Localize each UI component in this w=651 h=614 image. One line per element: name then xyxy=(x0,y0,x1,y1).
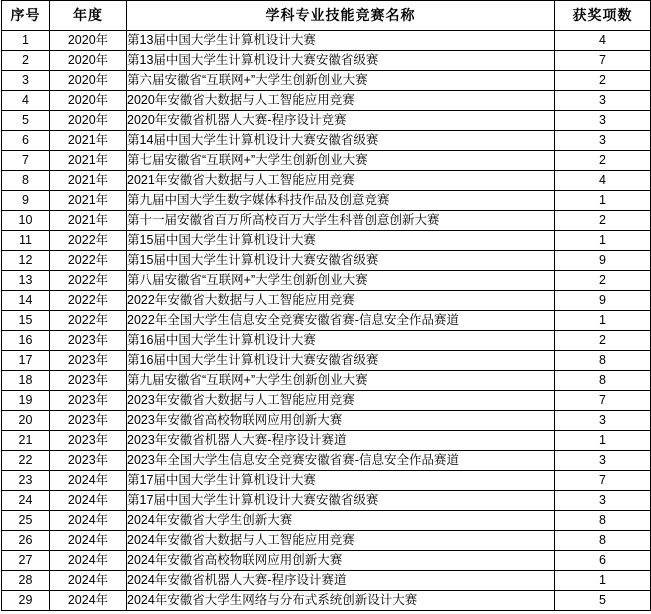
cell-competition-name: 2024年安徽省大数据与人工智能应用竞赛 xyxy=(127,531,555,551)
cell-index: 24 xyxy=(2,491,50,511)
cell-year: 2023年 xyxy=(50,451,127,471)
table-row xyxy=(2,471,651,491)
cell-index: 20 xyxy=(2,411,50,431)
cell-index: 3 xyxy=(2,71,50,91)
cell-index: 15 xyxy=(2,311,50,331)
cell-index: 10 xyxy=(2,211,50,231)
cell-award-count: 2 xyxy=(555,151,651,171)
table-row xyxy=(2,251,651,271)
cell-award-count: 2 xyxy=(555,211,651,231)
table-row xyxy=(2,171,651,191)
table-row xyxy=(2,111,651,131)
cell-competition-name: 2024年安徽省机器人大赛-程序设计赛道 xyxy=(127,571,555,591)
cell-index: 7 xyxy=(2,151,50,171)
cell-year: 2020年 xyxy=(50,111,127,131)
table-header xyxy=(2,1,651,31)
cell-award-count: 8 xyxy=(555,351,651,371)
cell-year: 2023年 xyxy=(50,371,127,391)
cell-competition-name: 第16届中国大学生计算机设计大赛安徽省级赛 xyxy=(127,351,555,371)
cell-award-count: 3 xyxy=(555,111,651,131)
table-row xyxy=(2,231,651,251)
column-header-index: 序号 xyxy=(2,1,50,31)
table-row xyxy=(2,331,651,351)
table-row xyxy=(2,211,651,231)
cell-year: 2020年 xyxy=(50,91,127,111)
table-row xyxy=(2,191,651,211)
cell-index: 12 xyxy=(2,251,50,271)
cell-award-count: 8 xyxy=(555,511,651,531)
cell-competition-name: 第13届中国大学生计算机设计大赛安徽省级赛 xyxy=(127,51,555,71)
table-row xyxy=(2,511,651,531)
cell-award-count: 9 xyxy=(555,291,651,311)
cell-index: 1 xyxy=(2,31,50,51)
table-row xyxy=(2,291,651,311)
cell-competition-name: 2020年安徽省大数据与人工智能应用竞赛 xyxy=(127,91,555,111)
table-row xyxy=(2,391,651,411)
table-body xyxy=(2,31,651,611)
table-row xyxy=(2,311,651,331)
cell-index: 26 xyxy=(2,531,50,551)
table-row xyxy=(2,31,651,51)
cell-year: 2022年 xyxy=(50,291,127,311)
cell-competition-name: 2023年安徽省高校物联网应用创新大赛 xyxy=(127,411,555,431)
cell-index: 22 xyxy=(2,451,50,471)
cell-competition-name: 第16届中国大学生计算机设计大赛 xyxy=(127,331,555,351)
cell-year: 2022年 xyxy=(50,251,127,271)
cell-year: 2021年 xyxy=(50,171,127,191)
cell-award-count: 3 xyxy=(555,451,651,471)
cell-year: 2023年 xyxy=(50,391,127,411)
cell-year: 2021年 xyxy=(50,191,127,211)
cell-competition-name: 第15届中国大学生计算机设计大赛 xyxy=(127,231,555,251)
cell-index: 11 xyxy=(2,231,50,251)
table-header-row xyxy=(2,1,651,31)
cell-award-count: 1 xyxy=(555,191,651,211)
cell-award-count: 2 xyxy=(555,71,651,91)
cell-award-count: 4 xyxy=(555,171,651,191)
cell-award-count: 7 xyxy=(555,391,651,411)
cell-index: 17 xyxy=(2,351,50,371)
cell-award-count: 1 xyxy=(555,571,651,591)
table-row xyxy=(2,451,651,471)
cell-competition-name: 第13届中国大学生计算机设计大赛 xyxy=(127,31,555,51)
cell-year: 2020年 xyxy=(50,31,127,51)
column-header-award-count: 获奖项数 xyxy=(555,1,651,31)
award-competition-table xyxy=(1,0,651,611)
cell-award-count: 7 xyxy=(555,51,651,71)
cell-award-count: 3 xyxy=(555,131,651,151)
table-row xyxy=(2,51,651,71)
cell-competition-name: 第九届安徽省“互联网+”大学生创新创业大赛 xyxy=(127,371,555,391)
table-row xyxy=(2,351,651,371)
cell-award-count: 2 xyxy=(555,271,651,291)
cell-year: 2020年 xyxy=(50,51,127,71)
cell-competition-name: 2024年安徽省大学生网络与分布式系统创新设计大赛 xyxy=(127,591,555,611)
cell-award-count: 7 xyxy=(555,471,651,491)
cell-index: 28 xyxy=(2,571,50,591)
cell-index: 21 xyxy=(2,431,50,451)
table-row xyxy=(2,71,651,91)
table-row xyxy=(2,371,651,391)
cell-index: 25 xyxy=(2,511,50,531)
cell-competition-name: 2024年安徽省高校物联网应用创新大赛 xyxy=(127,551,555,571)
cell-competition-name: 2023年安徽省机器人大赛-程序设计赛道 xyxy=(127,431,555,451)
cell-year: 2024年 xyxy=(50,571,127,591)
cell-year: 2021年 xyxy=(50,131,127,151)
table-row xyxy=(2,271,651,291)
cell-award-count: 1 xyxy=(555,431,651,451)
cell-competition-name: 第七届安徽省“互联网+”大学生创新创业大赛 xyxy=(127,151,555,171)
table-row xyxy=(2,151,651,171)
cell-year: 2022年 xyxy=(50,311,127,331)
table-row xyxy=(2,431,651,451)
cell-competition-name: 2022年安徽省大数据与人工智能应用竞赛 xyxy=(127,291,555,311)
table-row xyxy=(2,91,651,111)
cell-award-count: 1 xyxy=(555,231,651,251)
cell-index: 29 xyxy=(2,591,50,611)
cell-index: 16 xyxy=(2,331,50,351)
cell-year: 2020年 xyxy=(50,71,127,91)
cell-index: 23 xyxy=(2,471,50,491)
cell-year: 2023年 xyxy=(50,331,127,351)
cell-year: 2023年 xyxy=(50,431,127,451)
cell-year: 2024年 xyxy=(50,471,127,491)
cell-index: 14 xyxy=(2,291,50,311)
cell-award-count: 3 xyxy=(555,491,651,511)
cell-award-count: 4 xyxy=(555,31,651,51)
cell-index: 13 xyxy=(2,271,50,291)
cell-award-count: 5 xyxy=(555,591,651,611)
cell-award-count: 9 xyxy=(555,251,651,271)
cell-competition-name: 第17届中国大学生计算机设计大赛安徽省级赛 xyxy=(127,491,555,511)
table-row xyxy=(2,531,651,551)
cell-competition-name: 第15届中国大学生计算机设计大赛安徽省级赛 xyxy=(127,251,555,271)
table-row xyxy=(2,551,651,571)
cell-year: 2021年 xyxy=(50,211,127,231)
cell-competition-name: 第14届中国大学生计算机设计大赛安徽省级赛 xyxy=(127,131,555,151)
cell-year: 2024年 xyxy=(50,531,127,551)
cell-award-count: 8 xyxy=(555,531,651,551)
cell-award-count: 6 xyxy=(555,551,651,571)
cell-competition-name: 2021年安徽省大数据与人工智能应用竞赛 xyxy=(127,171,555,191)
cell-year: 2024年 xyxy=(50,591,127,611)
cell-competition-name: 2023年安徽省大数据与人工智能应用竞赛 xyxy=(127,391,555,411)
cell-competition-name: 第八届安徽省“互联网+”大学生创新创业大赛 xyxy=(127,271,555,291)
table-row xyxy=(2,591,651,611)
cell-index: 9 xyxy=(2,191,50,211)
cell-year: 2024年 xyxy=(50,511,127,531)
cell-index: 27 xyxy=(2,551,50,571)
cell-award-count: 3 xyxy=(555,91,651,111)
table-row xyxy=(2,571,651,591)
cell-competition-name: 2024年安徽省大学生创新大赛 xyxy=(127,511,555,531)
cell-year: 2023年 xyxy=(50,351,127,371)
cell-award-count: 1 xyxy=(555,311,651,331)
cell-award-count: 8 xyxy=(555,371,651,391)
cell-year: 2023年 xyxy=(50,411,127,431)
cell-year: 2022年 xyxy=(50,231,127,251)
cell-competition-name: 第17届中国大学生计算机设计大赛 xyxy=(127,471,555,491)
cell-year: 2024年 xyxy=(50,491,127,511)
cell-award-count: 3 xyxy=(555,411,651,431)
cell-competition-name: 2023年全国大学生信息安全竞赛安徽省赛-信息安全作品赛道 xyxy=(127,451,555,471)
table-row xyxy=(2,491,651,511)
column-header-competition-name: 学科专业技能竞赛名称 xyxy=(127,1,555,31)
cell-index: 4 xyxy=(2,91,50,111)
cell-competition-name: 2020年安徽省机器人大赛-程序设计竞赛 xyxy=(127,111,555,131)
table-row xyxy=(2,411,651,431)
cell-year: 2022年 xyxy=(50,271,127,291)
cell-index: 5 xyxy=(2,111,50,131)
cell-index: 18 xyxy=(2,371,50,391)
cell-competition-name: 第十一届安徽省百万所高校百万大学生科普创意创新大赛 xyxy=(127,211,555,231)
table-row xyxy=(2,131,651,151)
cell-award-count: 2 xyxy=(555,331,651,351)
column-header-year: 年度 xyxy=(50,1,127,31)
cell-year: 2024年 xyxy=(50,551,127,571)
cell-competition-name: 第六届安徽省“互联网+”大学生创新创业大赛 xyxy=(127,71,555,91)
cell-index: 19 xyxy=(2,391,50,411)
cell-competition-name: 2022年全国大学生信息安全竞赛安徽省赛-信息安全作品赛道 xyxy=(127,311,555,331)
cell-index: 8 xyxy=(2,171,50,191)
cell-year: 2021年 xyxy=(50,151,127,171)
cell-index: 6 xyxy=(2,131,50,151)
cell-competition-name: 第九届中国大学生数字媒体科技作品及创意竞赛 xyxy=(127,191,555,211)
cell-index: 2 xyxy=(2,51,50,71)
